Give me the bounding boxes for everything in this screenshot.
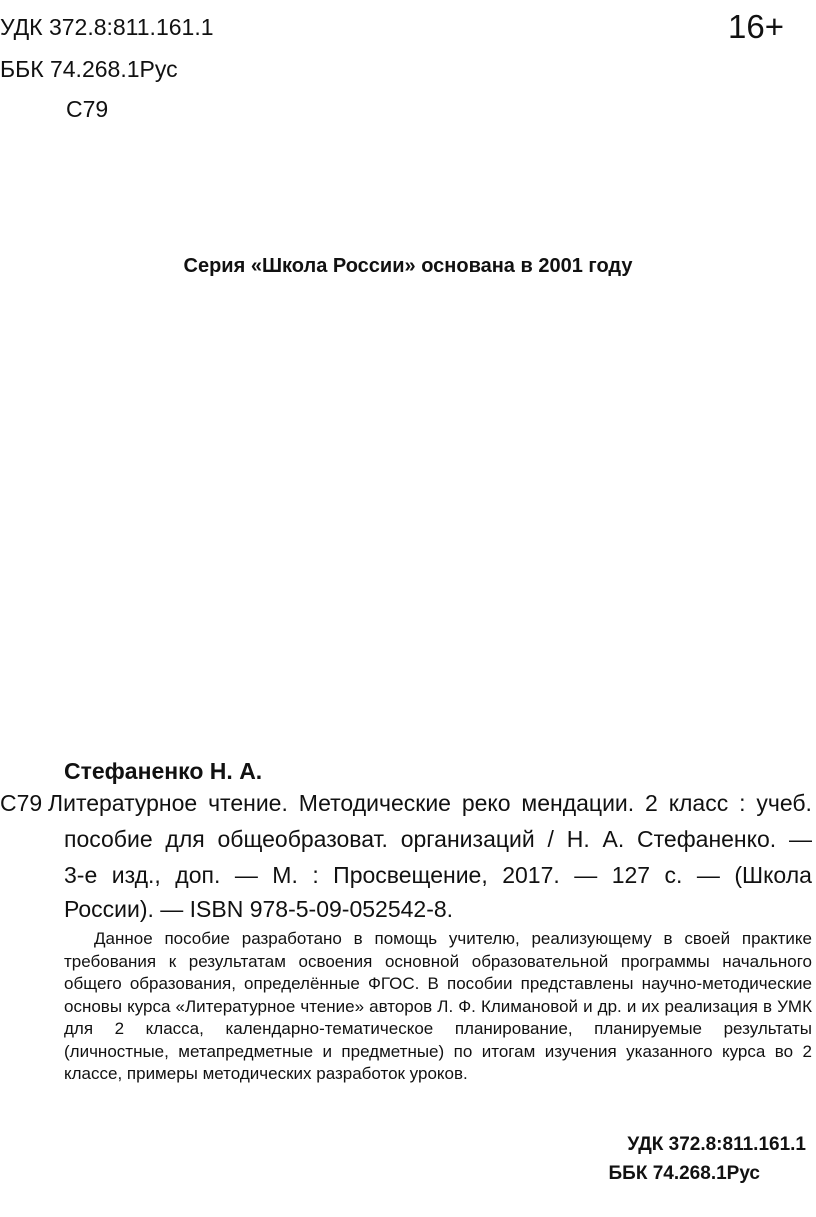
udk-code-top: УДК 372.8:811.161.1 bbox=[0, 14, 214, 40]
bibliographic-line-3 bbox=[64, 862, 812, 889]
entry-word: Стефаненко. bbox=[637, 826, 777, 852]
entry-word: 127 bbox=[611, 862, 651, 888]
entry-word: мендации. bbox=[521, 790, 635, 816]
entry-word: чтение. bbox=[208, 790, 288, 816]
author-sign-code: С79 bbox=[66, 96, 109, 122]
bibliographic-line-2 bbox=[64, 826, 812, 853]
entry-word: Просвещение, bbox=[333, 862, 488, 888]
entry-word: 2 bbox=[645, 790, 658, 816]
entry-word: 3-е bbox=[64, 862, 98, 888]
annotation-paragraph: Данное пособие разработано в помощь учителю, реализующему в своей практике требования к результатам освоения основной образовательной программы начального общего образования, определённые ФГОС. В пособии представлены научно-методические основы курса «Литературное чтение» авторов Л. Ф. Климановой и др. и их реализация в УМК для 2 класса, календарно-тематическое планирование, планируемые результаты (личностные, метапредметные и предметные) по итогам изучения указанного курса во 2 классе, примеры методических разработок уроков. bbox=[64, 929, 812, 1083]
entry-word: — bbox=[234, 862, 258, 888]
entry-word: / bbox=[547, 826, 554, 852]
entry-word: : bbox=[312, 862, 319, 888]
entry-word: — bbox=[696, 862, 720, 888]
entry-code: С79 bbox=[0, 790, 43, 816]
entry-word: пособие bbox=[64, 826, 153, 852]
bibliographic-line-4: России). — ISBN 978-5-09-052542-8. bbox=[64, 896, 454, 922]
entry-word: доп. bbox=[175, 862, 221, 888]
entry-word: А. bbox=[602, 826, 625, 852]
entry-word: — bbox=[788, 826, 812, 852]
entry-word: Литературное bbox=[48, 790, 198, 816]
entry-word: (Школа bbox=[734, 862, 812, 888]
entry-word: Методические bbox=[298, 790, 451, 816]
bbk-code-top: ББК 74.268.1Рус bbox=[0, 56, 178, 82]
entry-word: Н. bbox=[566, 826, 590, 852]
author-name: Стефаненко Н. А. bbox=[64, 758, 263, 784]
entry-word: для bbox=[165, 826, 205, 852]
entry-word: организаций bbox=[400, 826, 535, 852]
entry-word: : bbox=[739, 790, 746, 816]
bibliographic-line-1 bbox=[48, 790, 812, 817]
entry-word: с. bbox=[664, 862, 683, 888]
entry-word: учеб. bbox=[756, 790, 812, 816]
entry-word: класс bbox=[668, 790, 729, 816]
entry-word: 2017. bbox=[502, 862, 560, 888]
entry-word: изд., bbox=[111, 862, 161, 888]
entry-word: реко bbox=[461, 790, 511, 816]
entry-word: — bbox=[574, 862, 598, 888]
age-rating: 16+ bbox=[728, 8, 784, 45]
udk-code-bottom: УДК 372.8:811.161.1 bbox=[627, 1134, 806, 1155]
entry-word: М. bbox=[272, 862, 298, 888]
bbk-code-bottom: ББК 74.268.1Рус bbox=[608, 1163, 760, 1184]
entry-word: общеобразоват. bbox=[217, 826, 388, 852]
series-note: Серия «Школа России» основана в 2001 году bbox=[183, 255, 633, 277]
